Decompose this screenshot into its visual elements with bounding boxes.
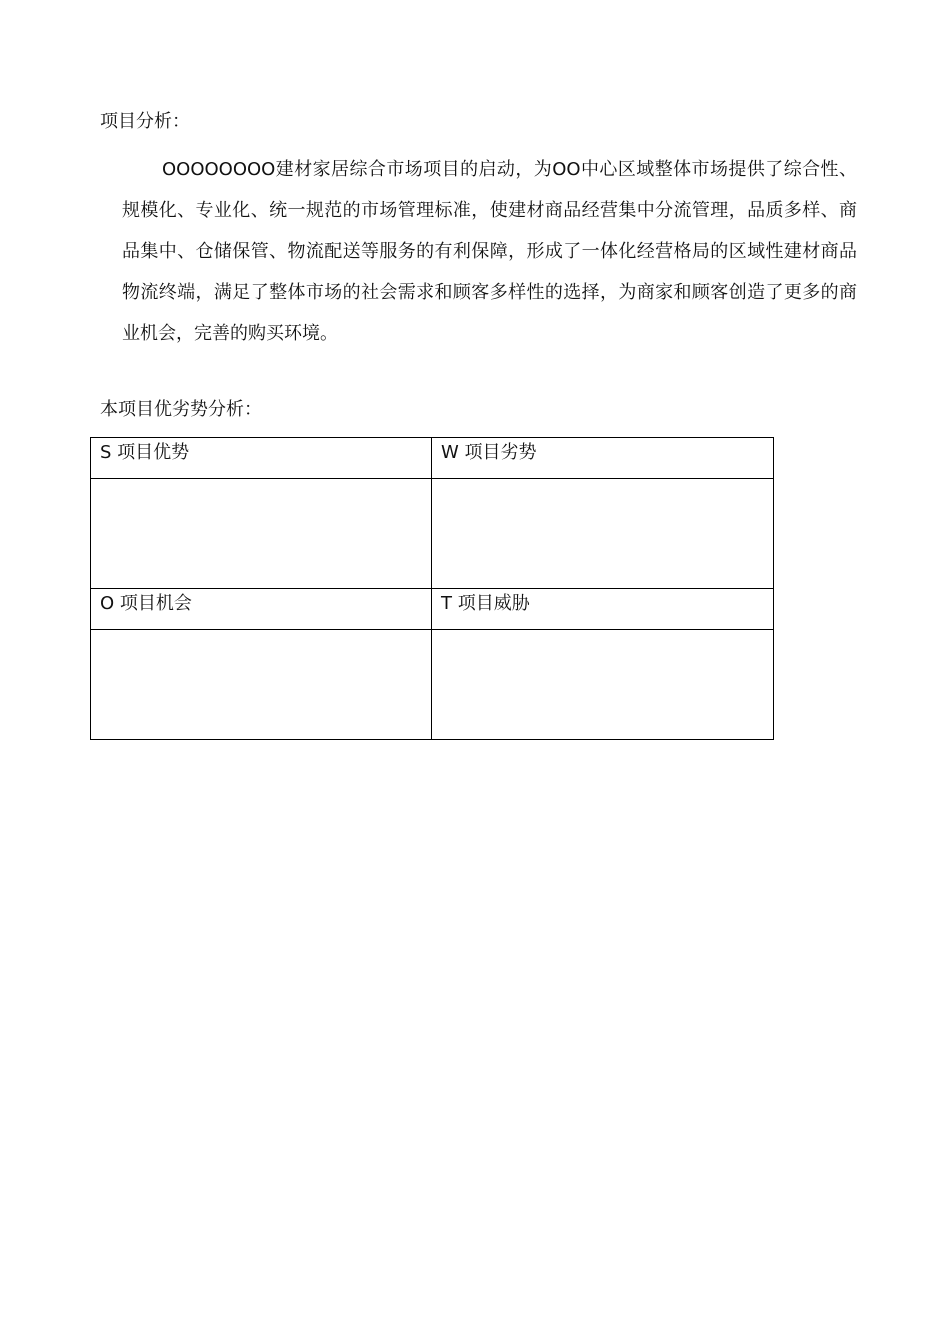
project-analysis-heading: 项目分析：: [100, 111, 190, 132]
threats-label-cell: T 项目威胁: [432, 589, 774, 630]
strengths-content-cell: [91, 479, 432, 589]
opportunities-label-cell: O 项目机会: [91, 589, 432, 630]
strengths-label-cell: S 项目优势: [91, 438, 432, 479]
swot-analysis-heading: 本项目优劣势分析：: [100, 399, 262, 420]
swot-label-row-bottom: [91, 589, 774, 630]
weaknesses-label-cell: W 项目劣势: [432, 438, 774, 479]
threats-content-cell: [432, 630, 774, 740]
project-analysis-paragraph: OOOOOOOO建材家居综合市场项目的启动，为OO中心区域整体市场提供了综合性、规模化、专业化、统一规范的市场管理标准，使建材商品经营集中分流管理，品质多样、商品集中、仓储保管、物流配送等服务的有利保障，形成了一体化经营格局的区域性建材商品物流终端，满足了整体市场的社会需求和顾客多样性的选择，为商家和顾客创造了更多的商业机会，完善的购买环境。: [122, 159, 857, 344]
opportunities-content-cell: [91, 630, 432, 740]
swot-content-row-top: [91, 479, 774, 589]
weaknesses-content-cell: [432, 479, 774, 589]
swot-content-row-bottom: [91, 630, 774, 740]
swot-table: [90, 437, 774, 740]
swot-label-row-top: [91, 438, 774, 479]
